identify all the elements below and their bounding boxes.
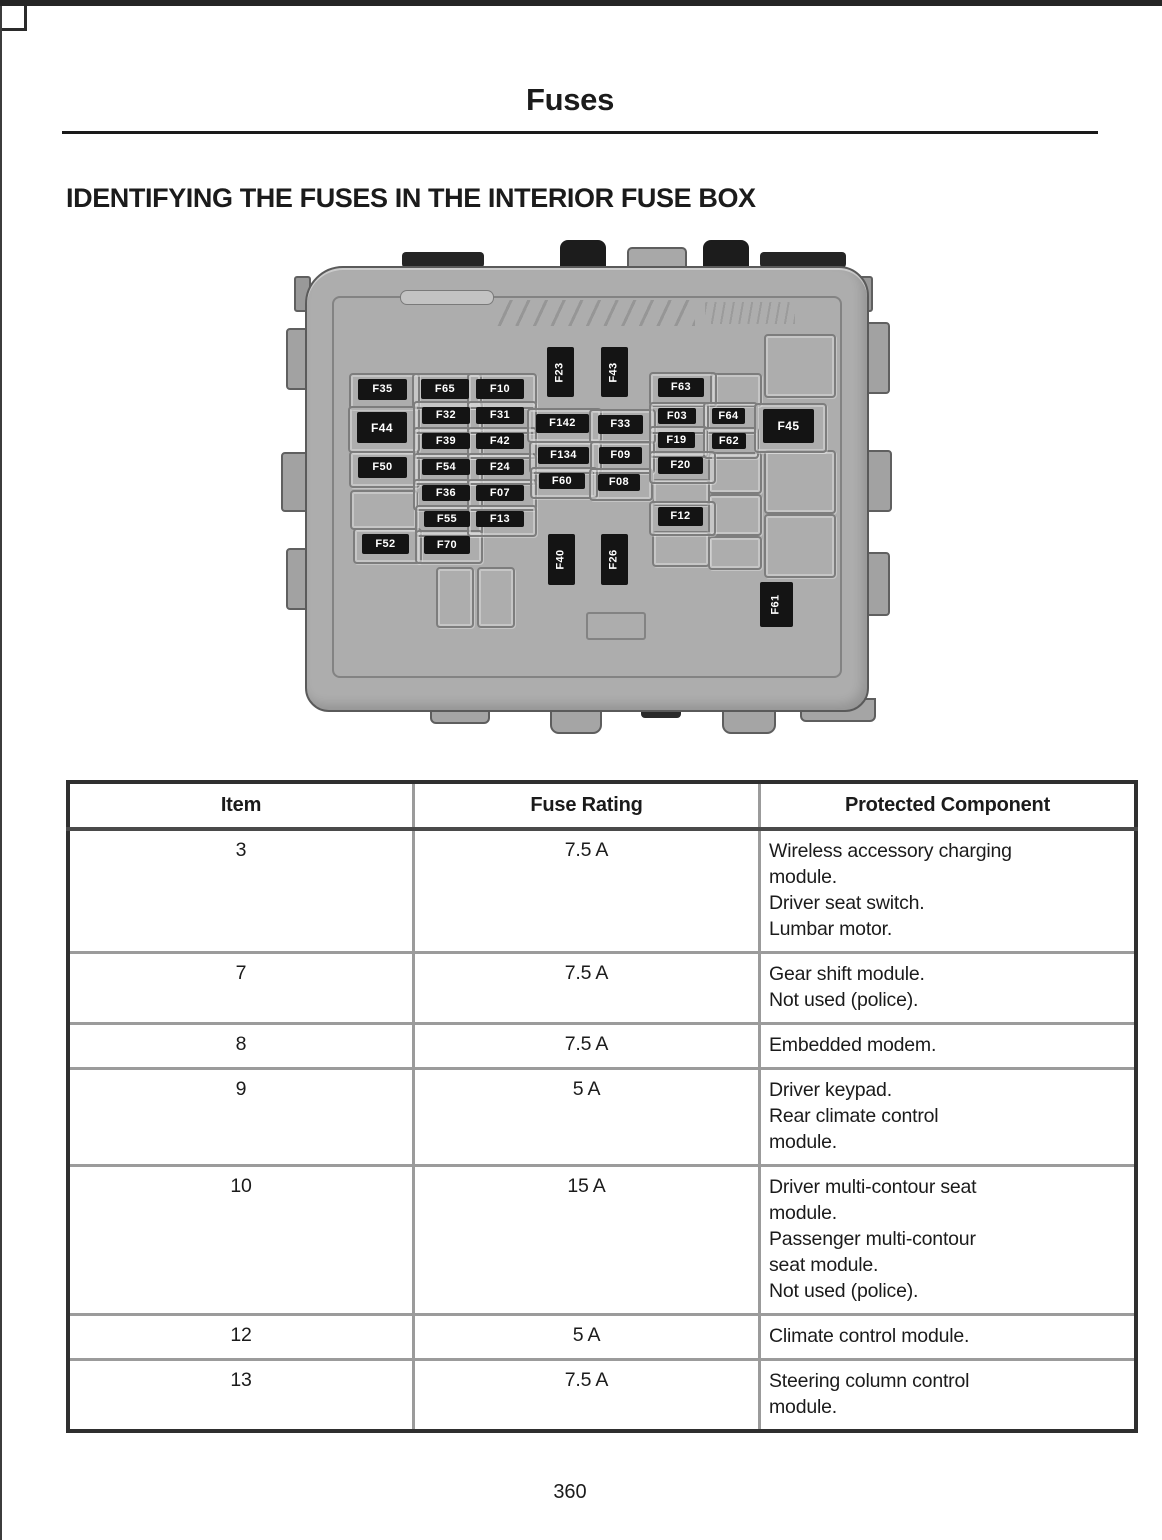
component-line: module. xyxy=(769,1131,837,1153)
protected-component-cell xyxy=(760,953,1137,1024)
fuse-label xyxy=(599,447,642,464)
fusebox-tab xyxy=(703,240,749,268)
fuse-label xyxy=(476,485,524,501)
top-edge-bar xyxy=(0,0,1162,6)
fuse-label xyxy=(547,347,574,397)
protected-component-cell xyxy=(760,1069,1137,1166)
empty-fuse-slot xyxy=(764,334,836,398)
component-line: Not used (police). xyxy=(769,1280,919,1302)
fuse-label xyxy=(658,408,696,424)
fuse-rating-cell: 5 A xyxy=(414,1315,760,1360)
page-number: 360 xyxy=(553,1481,587,1503)
fuse-id: F40 xyxy=(555,549,567,570)
component-line: module. xyxy=(769,1202,837,1224)
component-line: Gear shift module. xyxy=(769,963,925,985)
table-row xyxy=(68,1315,1136,1360)
component-line: Climate control module. xyxy=(769,1325,970,1347)
empty-fuse-slot xyxy=(477,567,515,628)
fuse-id: F20 xyxy=(670,459,691,471)
fuse-rating-cell: 15 A xyxy=(414,1166,760,1315)
item-cell: 12 xyxy=(68,1315,414,1360)
empty-fuse-slot xyxy=(764,450,836,514)
fuse-id: F35 xyxy=(372,383,393,395)
table-row xyxy=(68,953,1136,1024)
fuse-label xyxy=(658,457,703,474)
fuse-id: F62 xyxy=(718,434,740,447)
fuse-label xyxy=(601,347,628,397)
fuse-id: F09 xyxy=(610,449,631,461)
fuse-label xyxy=(658,507,703,526)
page-corner-marker xyxy=(0,6,27,31)
component-line: Rear climate control xyxy=(769,1105,939,1127)
fusebox-notch xyxy=(586,612,646,640)
fuse-label xyxy=(712,433,746,449)
fuse-box-diagram xyxy=(0,0,1162,760)
fuse-label xyxy=(422,433,470,449)
fuse-table-header xyxy=(68,782,1136,829)
fuse-table-body xyxy=(68,829,1136,1431)
fuse-id: F08 xyxy=(608,476,630,488)
fuse-label xyxy=(712,408,745,424)
empty-fuse-slot xyxy=(350,490,418,530)
fuse-id: F33 xyxy=(610,418,631,430)
fuse-id: F19 xyxy=(666,433,687,446)
fuse-label xyxy=(424,536,470,554)
fuse-label xyxy=(358,457,407,478)
fuse-label xyxy=(476,433,524,449)
fuse-id: F24 xyxy=(489,460,511,473)
fuse-label xyxy=(476,459,524,475)
fuse-id: F07 xyxy=(489,486,511,499)
empty-fuse-slot xyxy=(764,514,836,578)
fuse-table xyxy=(66,780,1138,1433)
fuse-id: F70 xyxy=(436,538,458,551)
fuse-id: F65 xyxy=(434,382,456,395)
component-line: Embedded modem. xyxy=(769,1034,937,1056)
fuse-label xyxy=(362,534,409,554)
component-line: seat module. xyxy=(769,1254,879,1276)
component-line: Steering column control xyxy=(769,1370,970,1392)
empty-fuse-slot xyxy=(708,536,762,570)
fuse-id: F64 xyxy=(718,409,739,422)
fuse-id: F44 xyxy=(371,420,393,435)
fuse-label xyxy=(548,534,575,585)
fuse-label xyxy=(476,379,524,399)
protected-component-cell xyxy=(760,829,1137,953)
embossed-marking xyxy=(705,302,795,324)
fuse-label xyxy=(422,459,470,475)
fuse-label xyxy=(476,511,524,527)
table-row xyxy=(68,829,1136,953)
component-line: module. xyxy=(769,866,837,888)
fuse-id: F03 xyxy=(666,409,688,422)
fuse-id: F63 xyxy=(670,381,692,393)
section-heading: IDENTIFYING THE FUSES IN THE INTERIOR FUSE BOX xyxy=(66,183,756,213)
table-row xyxy=(68,1024,1136,1069)
component-line: Passenger multi-contour xyxy=(769,1228,976,1250)
protected-component-cell xyxy=(760,1315,1137,1360)
item-cell: 7 xyxy=(68,953,414,1024)
fuse-label xyxy=(424,511,470,527)
fuse-id: F39 xyxy=(435,434,457,447)
fuse-id: F23 xyxy=(554,361,566,383)
component-line: Wireless accessory charging xyxy=(769,840,1012,862)
fuse-rating-cell: 5 A xyxy=(414,1069,760,1166)
empty-fuse-slot xyxy=(708,494,762,536)
component-line: Driver keypad. xyxy=(769,1079,892,1101)
fuse-id: F55 xyxy=(436,512,458,525)
protected-component-cell xyxy=(760,1360,1137,1432)
fuse-label xyxy=(358,379,407,400)
fuse-id: F142 xyxy=(549,417,576,429)
fuse-label xyxy=(539,473,585,489)
column-header: Item xyxy=(68,782,414,829)
fuse-label xyxy=(601,534,628,585)
item-cell: 8 xyxy=(68,1024,414,1069)
fuse-label xyxy=(658,378,704,397)
fuse-id: F60 xyxy=(551,474,573,487)
embossed-marking xyxy=(495,300,695,326)
component-line: module. xyxy=(769,1396,837,1418)
fuse-label xyxy=(598,474,640,491)
fuse-rating-cell: 7.5 A xyxy=(414,829,760,953)
header-row xyxy=(68,782,1136,829)
fuse-label xyxy=(422,407,470,424)
fuse-label xyxy=(598,415,643,434)
fusebox-latch xyxy=(400,290,494,305)
component-line: Driver seat switch. xyxy=(769,892,925,914)
fuse-label xyxy=(476,407,524,424)
fuse-label xyxy=(421,379,469,399)
fuse-label xyxy=(422,485,470,501)
item-cell: 13 xyxy=(68,1360,414,1432)
fuse-id: F45 xyxy=(777,419,800,433)
fuse-rating-cell: 7.5 A xyxy=(414,1024,760,1069)
fuse-label xyxy=(357,412,407,443)
fuse-label xyxy=(763,409,814,443)
fuse-label xyxy=(538,447,589,464)
fuse-rating-cell: 7.5 A xyxy=(414,1360,760,1432)
fuse-id: F52 xyxy=(375,537,396,550)
component-line: Not used (police). xyxy=(769,989,919,1011)
fuse-id: F42 xyxy=(489,434,511,447)
page-title: Fuses xyxy=(525,82,615,117)
table-row xyxy=(68,1360,1136,1432)
column-header: Fuse Rating xyxy=(414,782,760,829)
fuse-label xyxy=(658,432,695,448)
item-cell: 10 xyxy=(68,1166,414,1315)
column-header: Protected Component xyxy=(760,782,1137,829)
fuse-id: F36 xyxy=(435,486,457,499)
empty-fuse-slot xyxy=(436,567,474,628)
protected-component-cell xyxy=(760,1166,1137,1315)
component-line: Driver multi-contour seat xyxy=(769,1176,977,1198)
fuse-id: F134 xyxy=(550,449,577,461)
fuse-id: F54 xyxy=(435,460,457,473)
fuse-id: F61 xyxy=(770,594,782,615)
fuse-id: F10 xyxy=(489,382,511,395)
item-cell: 9 xyxy=(68,1069,414,1166)
fuse-id: F32 xyxy=(435,409,457,421)
table-row xyxy=(68,1069,1136,1166)
fuse-id: F50 xyxy=(372,461,393,473)
fuse-rating-cell: 7.5 A xyxy=(414,953,760,1024)
page-edge-line xyxy=(0,6,2,1540)
fuse-label xyxy=(760,582,793,627)
empty-fuse-slot xyxy=(652,531,710,567)
table-row xyxy=(68,1166,1136,1315)
fuse-id: F43 xyxy=(608,361,620,383)
fusebox-tab xyxy=(560,240,606,268)
component-line: Lumbar motor. xyxy=(769,918,893,940)
item-cell: 3 xyxy=(68,829,414,953)
fuse-id: F13 xyxy=(489,512,511,525)
fuse-id: F31 xyxy=(489,409,511,421)
protected-component-cell xyxy=(760,1024,1137,1069)
fuse-label xyxy=(536,414,589,433)
fuse-id: F12 xyxy=(670,510,691,522)
fuse-id: F26 xyxy=(608,549,620,570)
